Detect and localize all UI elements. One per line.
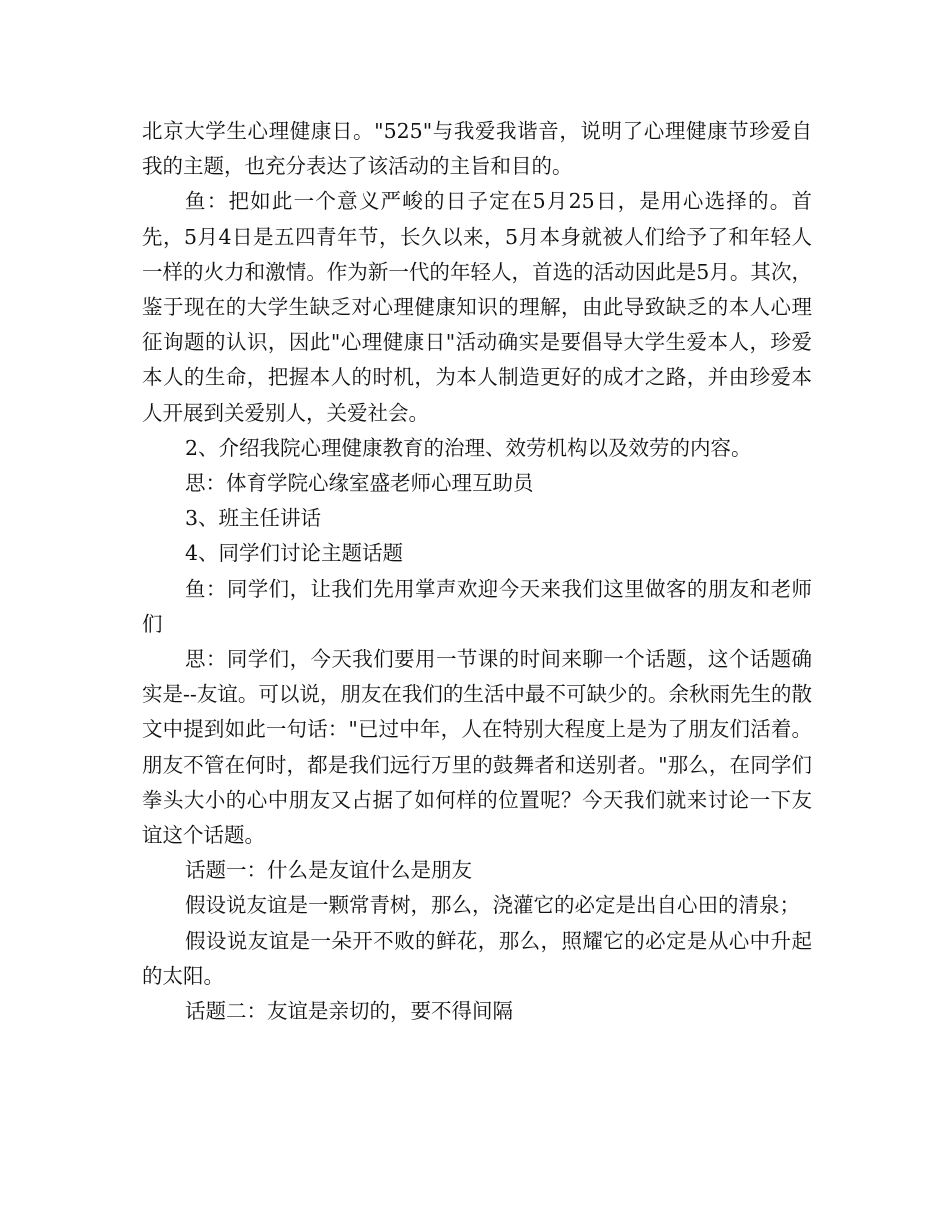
paragraph: 话题二：友谊是亲切的，要不得间隔 [185, 999, 513, 1024]
paragraph: 思：同学们，今天我们要用一节课的时间来聊一个话题，这个话题确实是--友谊。可以说，朋友在我们的生活中最不可缺少的。余秋雨先生的散文中提到如此一句话："已过中年，人在特别大程度上是为了朋友们活着。朋友不管在何时，都是我们远行万里的鼓舞者和送别者。"那么，在同学们拳头大小的心中朋友又占据了如何样的位置呢？今天我们就来讨论一下友谊这个话题。 [142, 647, 812, 848]
paragraph: 4、同学们讨论主题话题 [185, 541, 404, 566]
paragraph: 假设说友谊是一颗常青树，那么，浇灌它的必定是出自心田的清泉； [185, 893, 800, 918]
paragraph: 鱼：把如此一个意义严峻的日子定在5月25日，是用心选择的。首先，5月4日是五四青年节，长久以来，5月本身就被人们给予了和年轻人一样的火力和激情。作为新一代的年轻人，首选的活动因此是5月。其次，鉴于现在的大学生缺乏对心理健康知识的理解，由此导致缺乏的本人心理征询题的认识，因此"心理健康日"活动确实是要倡导大学生爱本人，珍爱本人的生命，把握本人的时机，为本人制造更好的成才之路，并由珍爱本人开展到关爱别人，关爱社会。 [142, 189, 812, 425]
paragraph: 2、介绍我院心理健康教育的治理、效劳机构以及效劳的内容。 [185, 435, 752, 460]
paragraph: 思：体育学院心缘室盛老师心理互助员 [185, 471, 534, 496]
document-body [142, 114, 812, 1029]
paragraph: 鱼：同学们，让我们先用掌声欢迎今天来我们这里做客的朋友和老师们 [142, 576, 812, 636]
paragraph: 话题一：什么是友谊什么是朋友 [185, 858, 472, 883]
paragraph: 假设说友谊是一朵开不败的鲜花，那么，照耀它的必定是从心中升起的太阳。 [142, 928, 812, 988]
paragraph: 3、班主任讲话 [185, 506, 322, 531]
paragraph: 北京大学生心理健康日。"525"与我爱我谐音，说明了心理健康节珍爱自我的主题，也充分表达了该活动的主旨和目的。 [142, 119, 812, 179]
